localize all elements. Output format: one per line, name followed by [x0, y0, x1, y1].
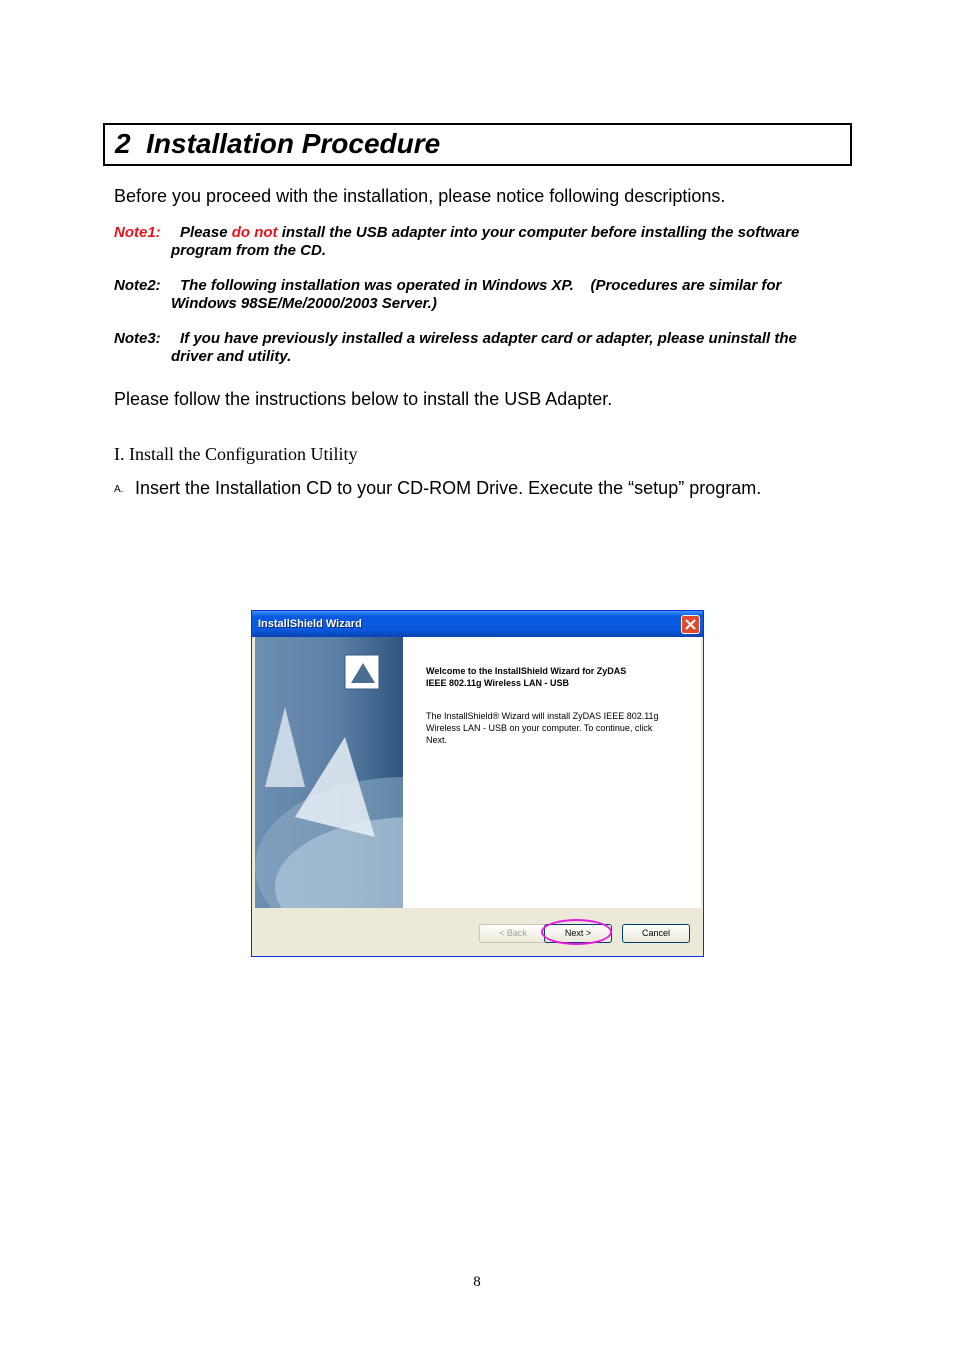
note-3-cont: driver and utility. [171, 348, 292, 365]
close-icon [685, 619, 696, 630]
section-header [103, 123, 852, 166]
close-button[interactable] [681, 615, 700, 634]
note-2-cont: Windows 98SE/Me/2000/2003 Server.) [171, 295, 437, 312]
dialog-body [426, 710, 686, 746]
body-line-3: Next. [426, 735, 448, 745]
body-line-2: Wireless LAN - USB on your computer. To continue, click [426, 723, 653, 733]
note-3-text: If you have previously installed a wireless adapter card or adapter, please uninstall the [180, 330, 797, 347]
note-1-label: Note1: [114, 224, 161, 241]
cancel-button[interactable]: Cancel [622, 924, 690, 943]
dialog-title: InstallShield Wizard [258, 618, 362, 630]
note-3 [114, 330, 854, 365]
body-line-1: The InstallShield® Wizard will install ZyDAS IEEE 802.11g [426, 711, 659, 721]
section-title-text: Installation Procedure [146, 128, 441, 159]
section-number: 2 [115, 128, 131, 159]
next-highlight-ellipse [541, 919, 612, 945]
welcome-heading [426, 665, 686, 689]
note-2 [114, 277, 854, 312]
follow-text: Please follow the instructions below to install the USB Adapter. [114, 389, 613, 409]
note-1-pre: Please [180, 224, 232, 241]
next-button[interactable]: Next > [544, 924, 612, 943]
dialog-titlebar [252, 611, 703, 637]
note-1-cont: program from the CD. [171, 242, 327, 259]
step-title: I. Install the Configuration Utility [114, 444, 358, 464]
welcome-line-2: IEEE 802.11g Wireless LAN - USB [426, 678, 569, 688]
dialog-content [403, 637, 701, 908]
sail-graphic-icon [255, 637, 403, 908]
note-1 [114, 224, 854, 259]
page-number: 8 [473, 1274, 481, 1290]
intro-text: Before you proceed with the installation, please notice following descriptions. [114, 186, 726, 206]
installshield-dialog [251, 610, 704, 957]
note-1-post: install the USB adapter into your computer before installing the software [277, 224, 800, 241]
step-a-letter: A. [114, 484, 124, 495]
note-2-text: The following installation was operated in Windows XP. (Procedures are similar for [180, 277, 782, 294]
wizard-side-graphic [255, 637, 403, 908]
back-button[interactable]: < Back [479, 924, 547, 943]
note-2-label: Note2: [114, 277, 161, 294]
note-1-highlight: do not [231, 224, 278, 241]
welcome-line-1: Welcome to the InstallShield Wizard for ZyDAS [426, 666, 627, 676]
step-a-text: Insert the Installation CD to your CD-ROM Drive. Execute the “setup” program. [135, 478, 762, 498]
step-a [114, 478, 761, 499]
section-title [115, 128, 440, 160]
note-3-label: Note3: [114, 330, 161, 347]
